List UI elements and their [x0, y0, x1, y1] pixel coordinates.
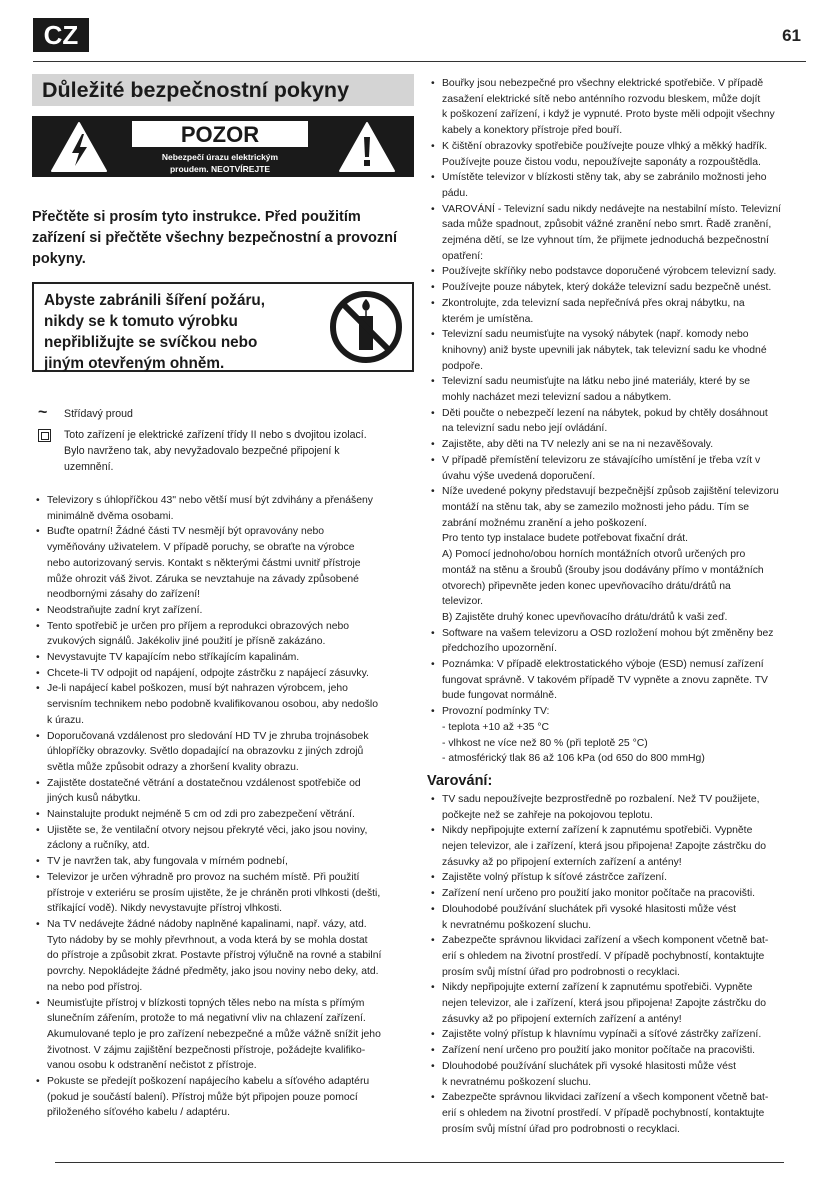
list-item [32, 619, 414, 650]
list-item [427, 657, 805, 704]
list-item-text: Software na vašem televizoru a OSD rozložení mohou být změněny bez předchozího upozornění. [442, 627, 774, 655]
list-item [427, 280, 805, 296]
ac-symbol-row [32, 406, 414, 422]
list-item-text: V případě přemístění televizoru ze stávajícího umístění je třeba vzít v úvahu výše uvedená doporučení. [442, 454, 761, 482]
list-item-text: Zajistěte dostatečné větrání a dostatečnou vzdálenost spotřebiče od jiných kusů nábytku. [47, 777, 361, 805]
fire-warning-line-1: Abyste zabránili šíření požáru, [44, 292, 266, 309]
ac-symbol-text: Střídavý proud [64, 408, 133, 420]
list-item-text: Níže uvedené pokyny představují bezpečnější způsob zajištění televizoru montáží na stěnu tak, aby se zamezilo možnosti jeho pádu. Tím se zabrání možnému zranění a jeho poškození. Pro tento typ instalace budete potřebovat fixační drát. A) Pomocí jednoho/obou horních montážních otvorů určených pro montáž na stěnu a šroubů (šrouby jsou dodávány přímo v montážních otvorech) připevněte jeden konec upevňovacího drátu/drátů na televizor. B) Zajistěte druhý konec upevňovacího drátu/drátů k vaši zeď. [442, 486, 779, 623]
list-item [32, 996, 414, 1075]
list-item-text: Zkontrolujte, zda televizní sada nepřečnívá přes okraj nábytku, na kterém je umístěna. [442, 297, 745, 325]
list-item-text: Zajistěte volný přístup k hlavnímu vypínači a síťové zástrčky zařízení. [442, 1029, 762, 1041]
list-item [32, 524, 414, 603]
footer-divider [55, 1162, 784, 1163]
list-item [427, 484, 805, 625]
list-item-text: Chcete-li TV odpojit od napájení, odpojte zástrčku z napájecí zásuvky. [47, 667, 369, 679]
warning-label [132, 121, 308, 175]
list-item-text: Dlouhodobé používání sluchátek při vysoké hlasitosti může vést k nevratnému poškození sluchu. [442, 1060, 736, 1088]
varovani-heading: Varování: [427, 772, 493, 789]
list-item-text: Neodstraňujte zadní kryt zařízení. [47, 604, 203, 616]
symbol-legend [32, 406, 414, 475]
list-item-text: Je-li napájecí kabel poškozen, musí být nahrazen výrobcem, jeho servisním technikem nebo podobně kvalifikovanou osobou, aby nedošlo k úrazu. [47, 683, 378, 726]
list-item [427, 327, 805, 374]
list-item-text: TV je navržen tak, aby fungovala v mírném podnebí, [47, 856, 288, 868]
list-item [32, 650, 414, 666]
list-item [32, 729, 414, 776]
list-item [32, 823, 414, 854]
list-item [427, 792, 805, 823]
list-item [427, 264, 805, 280]
intro-text: Přečtěte si prosím tyto instrukce. Před použitím zařízení si přečtěte všechny bezpečnostní a provozní pokyny. [32, 209, 398, 267]
list-item [32, 854, 414, 870]
list-item-text: Televizní sadu neumisťujte na látku nebo jiné materiály, které by se mohly nacházet mezi televizní sadou a nábytkem. [442, 376, 751, 404]
list-item [427, 202, 805, 265]
list-item-text: Zabezpečte správnou likvidaci zařízení a všech komponent včetně bat- erií s ohledem na životní prostředí. V případě pochybností, kontaktujte prosím svůj místní úřad pro podrobnosti o recyklaci. [442, 1092, 769, 1135]
list-item [427, 406, 805, 437]
list-item [427, 823, 805, 870]
list-item [427, 1027, 805, 1043]
list-item [427, 1090, 805, 1137]
list-item-text: Nikdy nepřipojujte externí zařízení k zapnutému spotřebiči. Vypněte nejen televizor, ale i zařízení, která jsou připojena! Zapojte zástrčku do zásuvky až po připojení externích zařízení a antény! [442, 982, 767, 1025]
electric-shock-warning-banner [32, 116, 414, 177]
warning-subtitle-line-1: Nebezpečí úrazu elektrickým [161, 152, 279, 162]
class2-symbol-text: Toto zařízení je elektrické zařízení třídy II nebo s dvojitou izolací. Bylo navrženo tak, aby nevyžadovalo bezpečné připojení k uzemnění. [64, 429, 367, 473]
list-item [427, 933, 805, 980]
left-safety-list [32, 493, 414, 1121]
varovani-list [427, 792, 805, 1137]
no-candle-icon [328, 289, 404, 365]
list-item-text: Děti poučte o nebezpečí lezení na nábytek, pokud by chtěly dosáhnout na televizní sadu nebo její ovládání. [442, 407, 768, 435]
list-item-text: Používejte pouze nábytek, který dokáže televizní sadu bezpečně unést. [442, 282, 772, 294]
list-item [32, 917, 414, 996]
list-item [427, 437, 805, 453]
list-item-text: Zařízení není určeno pro použití jako monitor počítače na pracovišti. [442, 1045, 756, 1057]
list-item [427, 980, 805, 1027]
list-item-text: Neumisťujte přístroj v blízkosti topných těles nebo na místa s přímým slunečním zářením, protože to má negativní vliv na chlazení zařízení. Akumulované teplo je pro zařízení nebezpečné a může vážně snížit jeho životnost. V zájmu zajištění bezpečnosti přístroje, požádejte kvalifiko- vanou osobu k odstranění nečistot z přístroje. [47, 997, 381, 1072]
list-item-text: Buďte opatrní! Žádné části TV nesmějí být opravovány nebo vyměňovány uživatelem. V případě poruchy, se obraťte na výrobce nebo autorizovaný servis. Kontakt s některými částmi uvnitř přístroje může ohrozit váš život. Záruka se nevztahuje na závady způsobené neodbornými zásahy do zařízení! [47, 526, 361, 601]
alternating-current-icon: ~ [38, 404, 48, 421]
list-item [32, 681, 414, 728]
class2-symbol-row [32, 427, 414, 475]
header-divider [33, 61, 806, 62]
list-item-text: Nainstalujte produkt nejméně 5 cm od zdi pro zabezpečení větrání. [47, 809, 355, 821]
list-item [32, 493, 414, 524]
list-item [32, 603, 414, 619]
page-title: Důležité bezpečnostní pokyny [32, 74, 414, 106]
language-badge: CZ [33, 18, 89, 52]
list-item [427, 1043, 805, 1059]
list-item [427, 902, 805, 933]
list-item-text: Zařízení není určeno pro použití jako monitor počítače na pracovišti. [442, 888, 756, 900]
exclamation-warning-icon [337, 120, 397, 174]
fire-warning-line-3: nepřibližujte se svíčkou nebo [44, 334, 258, 351]
list-item-text: Doporučovaná vzdálenost pro sledování HD TV je zhruba trojnásobek úhlopříčky obrazovky. Světlo dopadající na obrazovku z jiných zdrojů světla může způsobit odrazy a zhoršení kvality obrazu. [47, 730, 369, 773]
list-item-text: Provozní podmínky TV: - teplota +10 až +35 °C - vlhkost ne více než 80 % (při teplotě 25 °C) - atmosférický tlak 86 až 106 kPa (od 650 do 800 mmHg) [442, 706, 705, 765]
high-voltage-icon [49, 120, 109, 174]
list-item-text: Zabezpečte správnou likvidaci zařízení a všech komponent včetně bat- erií s ohledem na životní prostředí. V případě pochybností, kontaktujte prosím svůj místní úřad pro podrobnosti o recyklaci. [442, 935, 769, 978]
list-item [427, 296, 805, 327]
list-item [427, 870, 805, 886]
list-item [32, 666, 414, 682]
list-item-text: Ujistěte se, že ventilační otvory nejsou překryté věci, jako jsou noviny, záclony a ručníky, atd. [47, 824, 368, 852]
right-safety-list [427, 76, 805, 767]
list-item [427, 704, 805, 767]
list-item-text: Nikdy nepřipojujte externí zařízení k zapnutému spotřebiči. Vypněte nejen televizor, ale i zařízení, která jsou připojena! Zapojte zástrčku do zásuvky až po připojení externích zařízení a antény! [442, 825, 767, 868]
list-item-text: Na TV nedávejte žádné nádoby naplněné kapalinami, např. vázy, atd. Tyto nádoby by se mohly převrhnout, a voda která by se mohla dostat do přístroje a způsobit zkrat. Postavte přístroj výlučně na rovné a stabilní povrchy. Nepokládejte žádné předměty, jako jsou noviny nebo deky, atd. na nebo pod přístroj. [47, 918, 382, 993]
list-item-text: Tento spotřebič je určen pro příjem a reprodukci obrazových nebo zvukových signálů. Jakékoliv jiné použití je přísně zakázáno. [47, 620, 350, 648]
fire-warning-text [44, 290, 304, 374]
double-insulation-icon [38, 429, 51, 442]
page-number: 61 [782, 26, 801, 45]
list-item-text: Dlouhodobé používání sluchátek při vysoké hlasitosti může vést k nevratnému poškození sluchu. [442, 903, 736, 931]
list-item-text: Používejte skříňky nebo podstavce doporučené výrobcem televizní sady. [442, 266, 777, 278]
fire-warning-line-2: nikdy se k tomuto výrobku [44, 313, 238, 330]
left-column [32, 74, 414, 1121]
list-item [427, 170, 805, 201]
list-item [32, 807, 414, 823]
list-item [427, 76, 805, 139]
list-item-text: Bouřky jsou nebezpečné pro všechny elektrické spotřebiče. V případě zasažení elektrické sítě nebo anténního rozvodu bleskem, může dojít k poškození zařízení, i když je vypnuté. Proto byste měli odpojit všechny kabely a konektory přístroje před bouří. [442, 78, 775, 137]
list-item-text: Televizor je určen výhradně pro provoz na suchém místě. Při použití přístroje v exteriéru se prosím ujistěte, že je chráněn proti vlhkosti (dešti, stříkající vodě). Nikdy nevystavujte přístroj vlhkosti. [47, 871, 381, 915]
list-item [427, 374, 805, 405]
right-column [427, 76, 805, 1137]
list-item [427, 626, 805, 657]
list-item-text: K čištění obrazovky spotřebiče používejte pouze vlhký a měkký hadřík. Používejte pouze čistou vodu, nepoužívejte saponáty a rozpouštědla. [442, 140, 768, 168]
list-item [32, 1074, 414, 1121]
list-item-text: Zajistěte volný přístup k síťové zástrčce zařízení. [442, 872, 668, 884]
list-item [32, 870, 414, 917]
list-item-text: Zajistěte, aby děti na TV nelezly ani se na ni nezavěšovaly. [442, 439, 714, 451]
list-item-text: TV sadu nepoužívejte bezprostředně po rozbalení. Než TV použijete, počkejte než se zahřeje na pokojovou teplotu. [442, 793, 760, 821]
fire-warning-box [32, 282, 414, 372]
list-item-text: VAROVÁNÍ - Televizní sadu nikdy nedávejte na nestabilní místo. Televizní sada může spadnout, způsobit vážné zranění nebo smrt. Řadě zranění, zejména dětí, se lze vyhnout tím, že přijmete jednoduchá bezpečnostní opatření: [442, 203, 782, 262]
list-item-text: Umístěte televizor v blízkosti stěny tak, aby se zabránilo možnosti jeho pádu. [442, 172, 767, 199]
list-item [427, 1059, 805, 1090]
list-item-text: Poznámka: V případě elektrostatického výboje (ESD) nemusí zařízení fungovat správně. V takovém případě TV vypněte a znovu zapněte. TV bude fungovat normálně. [442, 659, 768, 702]
list-item-text: Pokuste se předejít poškození napájecího kabelu a síťového adaptéru (pokud je součástí balení). Přístroj může být připojen pouze pomocí přiloženého síťového kabelu / adaptéru. [47, 1076, 370, 1119]
warning-subtitle-line-2: proudem. NEOTVÍREJTE [169, 164, 271, 174]
fire-warning-line-4: jiným otevřeným ohněm. [44, 355, 225, 372]
list-item [427, 139, 805, 170]
list-item-text: Televizory s úhlopříčkou 43" nebo větší musí být zdvihány a přenášeny minimálně dvěma osobami. [47, 495, 373, 522]
list-item-text: Televizní sadu neumisťujte na vysoký nábytek (např. komody nebo knihovny) aniž byste upevnili jak nábytek, tak televizní sadu ke vhodné podpoře. [442, 329, 767, 372]
list-item [427, 453, 805, 484]
warning-word: POZOR [132, 121, 308, 147]
list-item [427, 886, 805, 902]
list-item-text: Nevystavujte TV kapajícím nebo stříkajícím kapalinám. [47, 652, 300, 664]
list-item [32, 776, 414, 807]
